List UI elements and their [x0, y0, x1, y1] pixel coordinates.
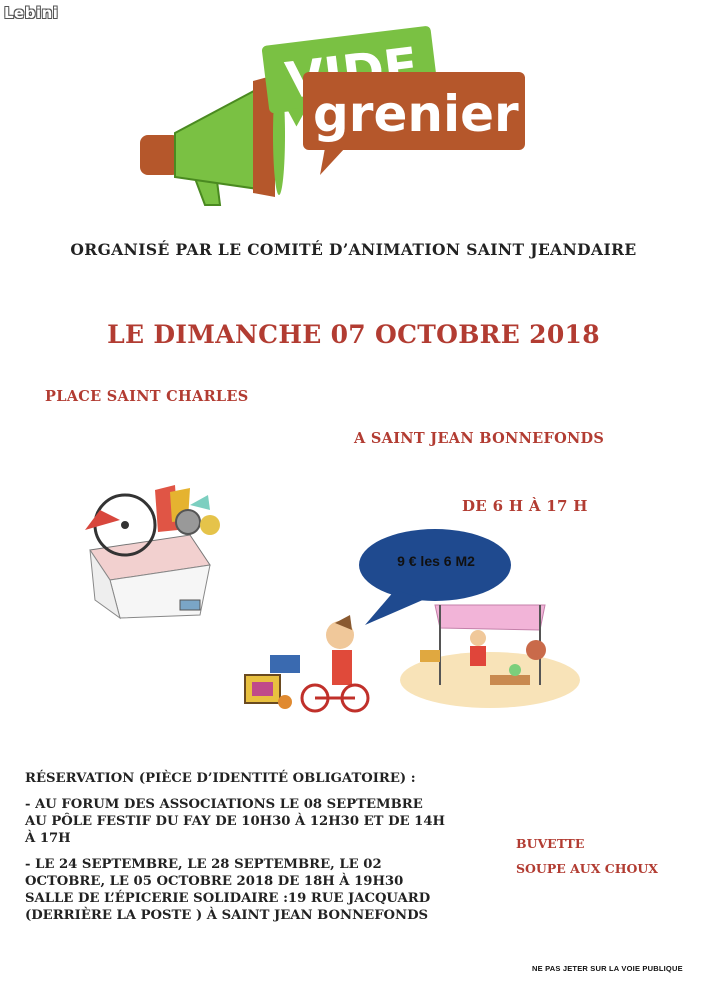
megaphone-icon — [140, 75, 285, 205]
event-hours: DE 6 H À 17 H — [462, 497, 588, 515]
organiser-line: ORGANISÉ PAR LE COMITÉ D’ANIMATION SAINT JEANDAIRE — [70, 240, 637, 259]
soupe-label: SOUPE AUX CHOUX — [516, 861, 658, 876]
reservation-heading: RÉSERVATION (PIÈCE D’IDENTITÉ OBLIGATOIRE) : — [25, 771, 416, 786]
logo-line2: grenier — [313, 85, 519, 143]
vide-grenier-logo — [135, 15, 535, 215]
buvette-label: BUVETTE — [516, 836, 585, 851]
event-town: A SAINT JEAN BONNEFONDS — [354, 430, 605, 447]
event-place: PLACE SAINT CHARLES — [45, 388, 249, 405]
price-text: 9 € les 6 M2 — [397, 553, 475, 569]
reservation-item-2: - LE 24 SEPTEMBRE, LE 28 SEPTEMBRE, LE 02 OCTOBRE, LE 05 OCTOBRE 2018 DE 18H À 19H30 SALLE DE L’ÉPICERIE SOLIDAIRE :19 RUE JACQUARD (DERRIÈRE LA POSTE ) À SAINT JEAN BONNEFONDS — [25, 857, 431, 923]
reservation-block — [25, 770, 445, 933]
event-date: LE DIMANCHE 07 OCTOBRE 2018 — [107, 320, 600, 349]
market-stall-illustration — [240, 590, 580, 720]
reservation-item-1: - AU FORUM DES ASSOCIATIONS LE 08 SEPTEMBRE AU PÔLE FESTIF DU FAY DE 10H30 À 12H30 ET DE 14H À 17H — [25, 797, 445, 846]
watermark: Lebini — [4, 4, 59, 22]
footer-notice: NE PAS JETER SUR LA VOIE PUBLIQUE — [532, 964, 683, 973]
junk-box-illustration — [70, 480, 230, 620]
